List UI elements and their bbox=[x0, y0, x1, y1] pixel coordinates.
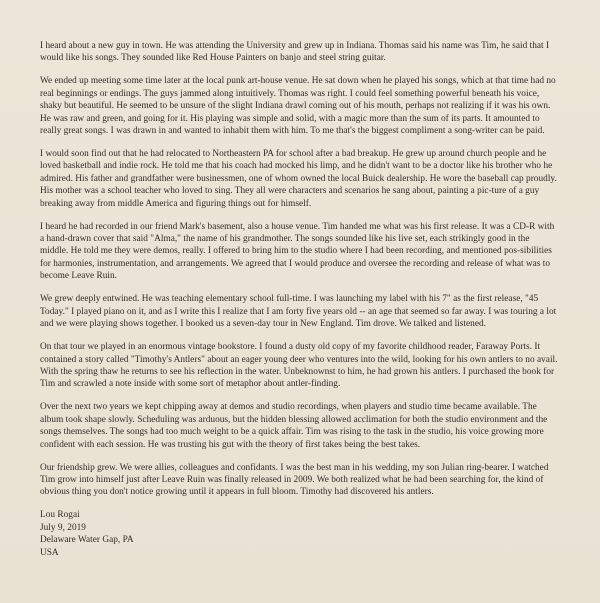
paragraph: Our friendship grew. We were allies, colleagues and confidants. I was the best man in his wedding, my son Julian ring-bearer. I watched Tim grow into himself just after Leave Ruin was finally released in 2009. We both realized what he had been searching for, the kind of obvious thing you don't notice growing until it appears in full bloom. Timothy had discovered his antlers. bbox=[40, 462, 549, 498]
paragraph: I would soon find out that he had relocated to Northeastern PA for school after a bad breakup. He grew up around church people and he loved basketball and indie rock. He told me that his coach had mocked his limp, and he didn't want to be a doctor like his brother who he admired. His father and grandfather were businessmen, one of whom owned the local Buick dealership. He wore the baseball cap proudly. His mother was a school teacher who loved to sing. They all were characters and scenarios he sang about, painting a pic-ture of a guy breaking away from middle America and figuring things out for himself. bbox=[40, 149, 557, 209]
author-name: Lou Rogai bbox=[40, 510, 80, 521]
paragraph: I heard he had recorded in our friend Mark's basement, also a house venue. Tim handed me what was his first release. It was a CD-R with a hand-drawn cover that said "Alma," the name of his grandmother. The songs sounded like his live set, each strikingly good in the middle. He told me they were demos, really. I offered to bring him to the studio where I had been recording, and mentioned pos-sibilities for harmonies, instrumentation, and arrangements. We agreed that I would produce and oversee the recording and release of what was to become Leave Ruin. bbox=[40, 221, 555, 282]
paragraph: I heard about a new guy in town. He was attending the University and grew up in Indiana. Thomas said his name was Tim, he said that I would like his songs. They sounded like Red House Painters on banjo and steel string guitar. bbox=[40, 41, 550, 64]
signature-place: Delaware Water Gap, PA bbox=[40, 535, 134, 546]
signature-country: USA bbox=[40, 547, 59, 558]
paragraph: We grew deeply entwined. He was teaching elementary school full-time. I was launching my label with his 7" as the first release, "45 Today." I played piano on it, and as I write this I realize that I am forty five years old -- an age that seemed so far away. I was touring a lot and we were playing shows together. I booked us a seven-day tour in New England. Tim drove. We talked and listened. bbox=[40, 294, 557, 330]
paragraph: On that tour we played in an enormous vintage bookstore. I found a dusty old copy of my favorite childhood reader, Faraway Ports. It contained a story called "Timothy's Antlers" about an eager young deer who ventures into the wild, looking for his own antlers to no avail. With the spring thaw he returns to see his reflection in the water. Unbeknownst to him, he had grown his antlers. I purchased the book for Tim and scrawled a note inside with some sort of metaphor about antler-finding. bbox=[40, 342, 558, 390]
signature-block bbox=[40, 509, 560, 559]
signature-date: July 9, 2019 bbox=[40, 522, 86, 533]
paragraph: Over the next two years we kept chipping away at demos and studio recordings, when players and studio time became available. The album took shape slowly. Scheduling was arduous, but the hidden blessing allowed acclimation for both the studio environment and the songs themselves. The songs had too much weight to be a quick affair. Tim was rising to the task in the studio, his voice growing more confident with each session. He was trusting his gut with the theory of first takes being the best takes. bbox=[40, 402, 548, 450]
paragraph: We ended up meeting some time later at the local punk art-house venue. He sat down when he played his songs, which at that time had no real beginnings or endings. The guys jammed along intuitively. Thomas was right. I could feel something powerful beneath his voice, shaky but beautiful. He seemed to be unsure of the slight Indiana drawl coming out of his mouth, perhaps not realizing if it was his own. He was raw and green, and going for it. His playing was simple and solid, with a magic more than the sum of its parts. It amounted to really great songs. I was drawn in and wanted to inhabit them with him. To me that's the biggest compliment a song-writer can be paid. bbox=[40, 76, 556, 137]
